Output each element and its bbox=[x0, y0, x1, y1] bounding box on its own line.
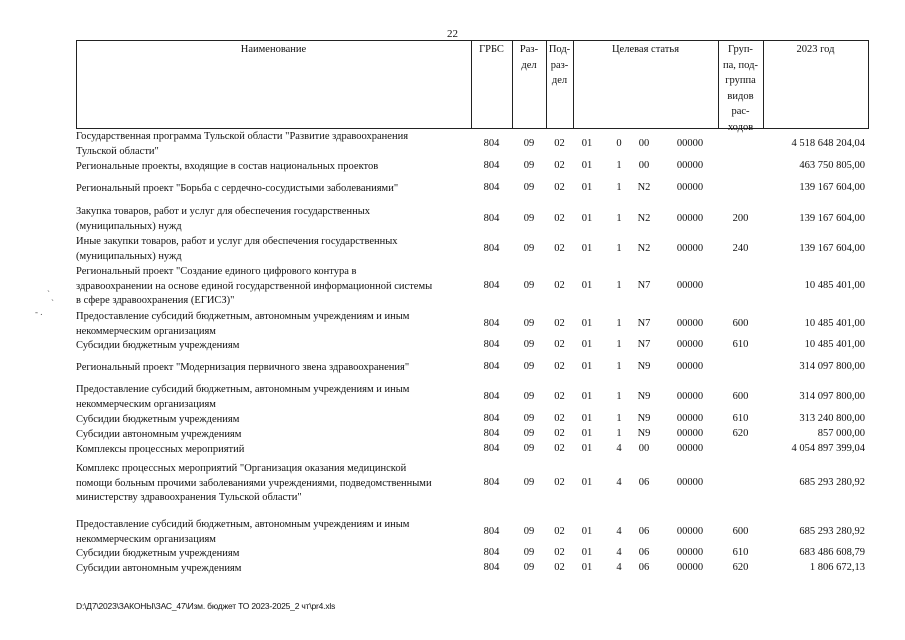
cell-c2: 1 bbox=[616, 428, 622, 439]
cell-pr: 02 bbox=[554, 526, 565, 537]
cell-pr: 02 bbox=[554, 547, 565, 558]
cell-amount: 10 485 401,00 bbox=[804, 280, 865, 291]
margin-marks: ` ` - . bbox=[35, 289, 54, 317]
cell-c2: 1 bbox=[616, 182, 622, 193]
cell-vr: 610 bbox=[732, 413, 749, 424]
cell-c3: N9 bbox=[637, 391, 651, 402]
cell-rz: 09 bbox=[523, 562, 535, 573]
table-row bbox=[76, 205, 869, 235]
cell-vr: 600 bbox=[732, 318, 749, 329]
cell-grbs: 804 bbox=[483, 318, 500, 329]
header-top-border bbox=[76, 40, 869, 41]
cell-amount: 139 167 604,00 bbox=[799, 213, 865, 224]
cell-c4: 00000 bbox=[676, 428, 704, 439]
table-row bbox=[76, 443, 869, 458]
cell-c1: 01 bbox=[581, 243, 593, 254]
cell-c2: 1 bbox=[616, 318, 622, 329]
cell-amount: 10 485 401,00 bbox=[804, 339, 865, 350]
cell-rz: 09 bbox=[523, 318, 535, 329]
cell-amount: 139 167 604,00 bbox=[799, 243, 865, 254]
cell-pr: 02 bbox=[554, 443, 565, 454]
row-name: Государственная программа Тульской области "Развитие здравоохранения Тульской области" bbox=[76, 131, 409, 157]
cell-grbs: 804 bbox=[483, 243, 500, 254]
cell-c1: 01 bbox=[581, 391, 593, 402]
table-row bbox=[76, 160, 869, 175]
cell-c1: 01 bbox=[581, 318, 593, 329]
cell-vr: 610 bbox=[732, 339, 749, 350]
cell-c4: 00000 bbox=[676, 138, 704, 149]
row-name: Субсидии бюджетным учреждениям bbox=[76, 548, 240, 559]
cell-vr: 600 bbox=[732, 391, 749, 402]
row-name: Комплексы процессных мероприятий bbox=[76, 444, 245, 455]
cell-vr: 610 bbox=[732, 547, 749, 558]
row-name: Региональный проект "Модернизация первичного звена здравоохранения" bbox=[76, 362, 410, 373]
cell-rz: 09 bbox=[523, 391, 535, 402]
cell-c1: 01 bbox=[581, 477, 593, 488]
cell-grbs: 804 bbox=[483, 138, 500, 149]
row-name: Субсидии бюджетным учреждениям bbox=[76, 340, 240, 351]
cell-rz: 09 bbox=[523, 182, 535, 193]
cell-c4: 00000 bbox=[676, 391, 704, 402]
cell-amount: 139 167 604,00 bbox=[799, 182, 865, 193]
cell-c2: 4 bbox=[616, 477, 622, 488]
cell-c3: N9 bbox=[637, 428, 651, 439]
cell-vr: 200 bbox=[732, 213, 749, 224]
cell-amount: 1 806 672,13 bbox=[809, 562, 865, 573]
cell-c2: 1 bbox=[616, 280, 622, 291]
cell-c4: 00000 bbox=[676, 318, 704, 329]
cell-c2: 1 bbox=[616, 361, 622, 372]
row-name: Субсидии автономным учреждениям bbox=[76, 563, 242, 574]
cell-pr: 02 bbox=[554, 280, 565, 291]
cell-c2: 4 bbox=[616, 562, 622, 573]
table-row bbox=[76, 518, 869, 548]
table-row bbox=[76, 130, 869, 160]
cell-vr: 240 bbox=[732, 243, 749, 254]
cell-rz: 09 bbox=[523, 361, 535, 372]
cell-c3: N9 bbox=[637, 413, 651, 424]
cell-c4: 00000 bbox=[676, 213, 704, 224]
row-name: Предоставление субсидий бюджетным, автономным учреждениям и иным некоммерческим организациям bbox=[76, 384, 410, 410]
cell-c4: 00000 bbox=[676, 243, 704, 254]
cell-amount: 683 486 608,79 bbox=[799, 547, 865, 558]
cell-grbs: 804 bbox=[483, 428, 500, 439]
table-row bbox=[76, 265, 869, 310]
cell-grbs: 804 bbox=[483, 160, 500, 171]
table-row bbox=[76, 562, 869, 577]
cell-rz: 09 bbox=[523, 243, 535, 254]
row-name: Региональный проект "Борьба с сердечно-сосудистыми заболеваниями" bbox=[76, 183, 399, 194]
row-name: Субсидии автономным учреждениям bbox=[76, 429, 242, 440]
cell-c3: 06 bbox=[638, 477, 650, 488]
cell-grbs: 804 bbox=[483, 280, 500, 291]
cell-c4: 00000 bbox=[676, 280, 704, 291]
cell-grbs: 804 bbox=[483, 526, 500, 537]
cell-grbs: 804 bbox=[483, 477, 500, 488]
row-name: Предоставление субсидий бюджетным, автономным учреждениям и иным некоммерческим организациям bbox=[76, 519, 410, 545]
cell-c3: 00 bbox=[638, 160, 650, 171]
cell-c4: 00000 bbox=[676, 443, 704, 454]
cell-c3: 00 bbox=[638, 138, 650, 149]
row-name: Региональные проекты, входящие в состав национальных проектов bbox=[76, 161, 379, 172]
cell-pr: 02 bbox=[554, 562, 565, 573]
cell-amount: 857 000,00 bbox=[817, 428, 865, 439]
cell-pr: 02 bbox=[554, 413, 565, 424]
cell-c3: N9 bbox=[637, 361, 651, 372]
cell-amount: 685 293 280,92 bbox=[799, 477, 865, 488]
table-row bbox=[76, 413, 869, 428]
cell-c2: 1 bbox=[616, 213, 622, 224]
cell-pr: 02 bbox=[554, 213, 565, 224]
cell-c1: 01 bbox=[581, 526, 593, 537]
table-row bbox=[76, 361, 869, 376]
cell-grbs: 804 bbox=[483, 182, 500, 193]
cell-c4: 00000 bbox=[676, 547, 704, 558]
cell-c1: 01 bbox=[581, 182, 593, 193]
cell-c1: 01 bbox=[581, 213, 593, 224]
table-row bbox=[76, 339, 869, 354]
cell-c1: 01 bbox=[581, 138, 593, 149]
cell-c1: 01 bbox=[581, 160, 593, 171]
cell-vr: 620 bbox=[732, 428, 749, 439]
cell-pr: 02 bbox=[554, 182, 565, 193]
row-name: Региональный проект "Создание единого цифрового контура в здравоохранении на основе единой государственной информационной системы в сфере здравоохранения (ЕГИСЗ)" bbox=[76, 266, 433, 306]
cell-pr: 02 bbox=[554, 428, 565, 439]
cell-pr: 02 bbox=[554, 160, 565, 171]
file-path-footer: D:\Д7\2023\ЗАКОНЫ\ЗАС_47\Изм. бюджет ТО 2023-2025_2 чт\pr4.xls bbox=[76, 601, 336, 611]
cell-grbs: 804 bbox=[483, 443, 500, 454]
header-grbs: ГРБС bbox=[479, 44, 504, 55]
cell-c2: 1 bbox=[616, 160, 622, 171]
cell-c3: N2 bbox=[637, 243, 651, 254]
table-row bbox=[76, 547, 869, 562]
cell-amount: 685 293 280,92 bbox=[799, 526, 865, 537]
cell-c1: 01 bbox=[581, 280, 593, 291]
cell-c3: N7 bbox=[637, 318, 651, 329]
cell-pr: 02 bbox=[554, 339, 565, 350]
header-target: Целевая статья bbox=[611, 44, 680, 55]
cell-c4: 00000 bbox=[676, 413, 704, 424]
cell-pr: 02 bbox=[554, 477, 565, 488]
cell-c3: N2 bbox=[637, 182, 651, 193]
cell-c3: 06 bbox=[638, 547, 650, 558]
cell-rz: 09 bbox=[523, 428, 535, 439]
cell-c1: 01 bbox=[581, 339, 593, 350]
cell-amount: 10 485 401,00 bbox=[804, 318, 865, 329]
cell-rz: 09 bbox=[523, 160, 535, 171]
row-name: Комплекс процессных мероприятий "Организация оказания медицинской помощи больным прочими заболеваниями учреждениями, подведомственными министерству здравоохранения Тульской области" bbox=[76, 463, 432, 503]
cell-amount: 314 097 800,00 bbox=[799, 391, 865, 402]
cell-c4: 00000 bbox=[676, 361, 704, 372]
cell-amount: 313 240 800,00 bbox=[799, 413, 865, 424]
cell-pr: 02 bbox=[554, 138, 565, 149]
cell-c2: 4 bbox=[616, 526, 622, 537]
cell-c1: 01 bbox=[581, 413, 593, 424]
cell-c1: 01 bbox=[581, 547, 593, 558]
cell-c2: 4 bbox=[616, 547, 622, 558]
cell-c4: 00000 bbox=[676, 477, 704, 488]
header-name: Наименование bbox=[240, 44, 307, 55]
cell-c2: 1 bbox=[616, 413, 622, 424]
cell-rz: 09 bbox=[523, 138, 535, 149]
row-name: Иные закупки товаров, работ и услуг для обеспечения государственных (муниципальных) нужд bbox=[76, 236, 398, 262]
cell-grbs: 804 bbox=[483, 339, 500, 350]
header-divider bbox=[868, 40, 869, 128]
cell-c2: 1 bbox=[616, 391, 622, 402]
cell-c1: 01 bbox=[581, 443, 593, 454]
cell-c2: 4 bbox=[616, 443, 622, 454]
table-row bbox=[76, 310, 869, 340]
cell-c3: 00 bbox=[638, 443, 650, 454]
header-podrazdel: Под- раз- дел bbox=[548, 44, 571, 86]
cell-rz: 09 bbox=[523, 413, 535, 424]
cell-grbs: 804 bbox=[483, 562, 500, 573]
cell-c3: N7 bbox=[637, 280, 651, 291]
cell-c3: N7 bbox=[637, 339, 651, 350]
cell-grbs: 804 bbox=[483, 213, 500, 224]
cell-pr: 02 bbox=[554, 243, 565, 254]
cell-c4: 00000 bbox=[676, 160, 704, 171]
cell-rz: 09 bbox=[523, 443, 535, 454]
cell-c1: 01 bbox=[581, 361, 593, 372]
cell-c4: 00000 bbox=[676, 182, 704, 193]
cell-c4: 00000 bbox=[676, 339, 704, 350]
cell-grbs: 804 bbox=[483, 391, 500, 402]
cell-amount: 4 054 897 399,04 bbox=[791, 443, 865, 454]
cell-rz: 09 bbox=[523, 280, 535, 291]
cell-rz: 09 bbox=[523, 339, 535, 350]
cell-pr: 02 bbox=[554, 361, 565, 372]
row-name: Субсидии бюджетным учреждениям bbox=[76, 414, 240, 425]
cell-rz: 09 bbox=[523, 547, 535, 558]
header-group: Груп- па, под- группа видов рас- ходов bbox=[723, 44, 758, 133]
cell-c2: 0 bbox=[616, 138, 622, 149]
cell-rz: 09 bbox=[523, 477, 535, 488]
cell-c3: 06 bbox=[638, 562, 650, 573]
cell-amount: 314 097 800,00 bbox=[799, 361, 865, 372]
row-name: Предоставление субсидий бюджетным, автономным учреждениям и иным некоммерческим организациям bbox=[76, 311, 410, 337]
cell-vr: 600 bbox=[732, 526, 749, 537]
cell-pr: 02 bbox=[554, 318, 565, 329]
table-row bbox=[76, 462, 869, 507]
table-row bbox=[76, 182, 869, 197]
table-row bbox=[76, 383, 869, 413]
page-number: 22 bbox=[447, 28, 458, 40]
cell-grbs: 804 bbox=[483, 413, 500, 424]
cell-c2: 1 bbox=[616, 339, 622, 350]
cell-amount: 4 518 648 204,04 bbox=[791, 138, 865, 149]
cell-c2: 1 bbox=[616, 243, 622, 254]
header-year: 2023 год bbox=[796, 44, 835, 55]
cell-pr: 02 bbox=[554, 391, 565, 402]
table-row bbox=[76, 235, 869, 265]
cell-c1: 01 bbox=[581, 428, 593, 439]
table-header bbox=[76, 40, 869, 133]
cell-grbs: 804 bbox=[483, 547, 500, 558]
cell-c4: 00000 bbox=[676, 562, 704, 573]
table-row bbox=[76, 428, 869, 443]
cell-amount: 463 750 805,00 bbox=[799, 160, 865, 171]
cell-rz: 09 bbox=[523, 526, 535, 537]
header-razdel: Раз- дел bbox=[519, 44, 539, 71]
cell-vr: 620 bbox=[732, 562, 749, 573]
cell-rz: 09 bbox=[523, 213, 535, 224]
row-name: Закупка товаров, работ и услуг для обеспечения государственных (муниципальных) нужд bbox=[76, 206, 371, 232]
cell-c3: N2 bbox=[637, 213, 651, 224]
cell-c4: 00000 bbox=[676, 526, 704, 537]
cell-grbs: 804 bbox=[483, 361, 500, 372]
cell-c3: 06 bbox=[638, 526, 650, 537]
cell-c1: 01 bbox=[581, 562, 593, 573]
